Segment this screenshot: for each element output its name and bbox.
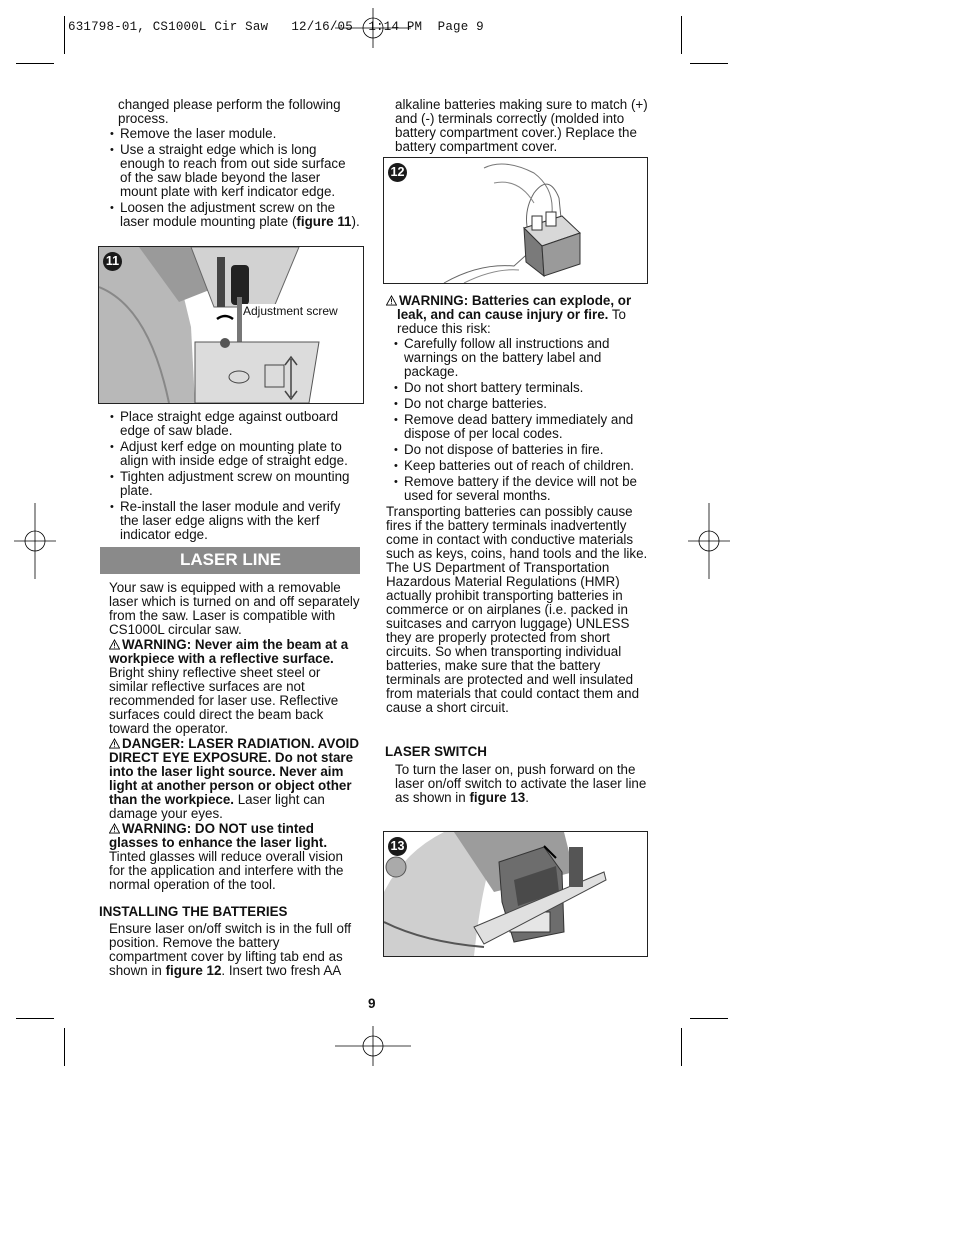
left-column-mid xyxy=(110,410,360,544)
left-column-top xyxy=(110,98,360,231)
transport-paragraph: Transporting batteries can possibly cause fires if the battery terminals inadvertently come in contact with conductive materials such as keys, coins, hand tools and the like. The US Department of Transportation Hazardous Material Regulations (HMR) actually prohibit transporting batteries in commerce or on airplanes (i.e. packed in suitcases and carryon luggage) UNLESS they are properly protected from short circuits. So when transporting individual batteries, make sure that the battery terminals are protected and well insulated from materials that could contact them and cause a short circuit. xyxy=(386,504,648,715)
list-item: • Keep batteries out of reach of children. xyxy=(394,459,648,473)
section-header-laser-line xyxy=(100,547,360,574)
callout-label: Adjustment screw xyxy=(243,304,338,318)
page-number: 9 xyxy=(368,996,376,1011)
print-slug: 631798-01, CS1000L Cir Saw 12/16/05 1:14 PM Page 9 xyxy=(68,20,484,34)
left-column-bottom xyxy=(109,581,361,892)
figure-number-badge: 11 xyxy=(103,252,122,271)
intro-text: changed please perform the following process. xyxy=(118,97,341,126)
warning-reflective: WARNING: Never aim the beam at a workpiece with a reflective surface. Bright shiny reflective sheet steel or similar reflective surfaces are not recommended for laser use. Reflective surfaces could direct the beam back toward the operator. xyxy=(109,637,349,736)
warning-triangle-icon xyxy=(109,738,120,749)
figure-number-badge: 12 xyxy=(388,163,407,182)
warning-triangle-icon xyxy=(386,295,397,306)
laser-switch-illustration xyxy=(384,832,647,956)
right-column-top xyxy=(395,98,651,154)
installing-batteries-heading: INSTALLING THE BATTERIES xyxy=(99,904,288,919)
registration-mark-right xyxy=(688,503,730,579)
registration-mark-left xyxy=(14,503,56,579)
saw-adjustment-illustration xyxy=(99,247,363,403)
figure-13 xyxy=(383,831,648,957)
battery-cover-illustration xyxy=(384,158,647,283)
laser-switch-heading: LASER SWITCH xyxy=(385,744,487,759)
danger-laser-radiation: DANGER: LASER RADIATION. AVOID DIRECT EYE EXPOSURE. Do not stare into the laser light source. Never aim light at another person or object other than the workpiece. Laser light can damage your eyes. xyxy=(109,736,360,821)
figure-ref: figure 11 xyxy=(296,214,352,229)
battery-continued-text: alkaline batteries making sure to match (+) and (-) terminals correctly (molded into battery compartment cover.) Replace the battery compartment cover. xyxy=(395,97,648,154)
right-column-mid xyxy=(386,294,648,715)
list-item: • Re-install the laser module and verify the laser edge aligns with the kerf indicator edge. xyxy=(110,500,360,542)
figure-number-badge: 13 xyxy=(388,837,407,856)
figure-ref: figure 13 xyxy=(469,790,526,805)
installing-batteries-text: Ensure laser on/off switch is in the full off position. Remove the battery compartment cover by lifting tab end as shown in figure 12. Insert two fresh AA xyxy=(109,921,352,978)
list-item: • Do not charge batteries. xyxy=(394,397,648,411)
figure-ref: figure 12 xyxy=(165,963,222,978)
list-item: • Remove dead battery immediately and dispose of per local codes. xyxy=(394,413,648,441)
list-item: • Loosen the adjustment screw on the laser module mounting plate (figure 11). xyxy=(110,201,360,229)
realign-steps-list xyxy=(110,410,360,542)
battery-warning: WARNING: Batteries can explode, or leak, and can cause injury or fire. To reduce this risk: xyxy=(386,294,648,336)
figure-12 xyxy=(383,157,648,284)
list-item: • Tighten adjustment screw on mounting plate. xyxy=(110,470,360,498)
list-item: • Use a straight edge which is long enough to reach from out side surface of the saw blade beyond the laser mount plate with kerf indicator edge. xyxy=(110,143,360,199)
battery-safety-list xyxy=(394,337,648,503)
laser-intro-paragraph: Your saw is equipped with a removable laser which is turned on and off separately from the saw. Laser is compatible with CS1000L circular saw. xyxy=(109,580,360,637)
registration-mark-top xyxy=(335,8,411,48)
list-item: • Place straight edge against outboard edge of saw blade. xyxy=(110,410,360,438)
list-item: • Carefully follow all instructions and warnings on the battery label and package. xyxy=(394,337,648,379)
warning-triangle-icon xyxy=(109,823,120,834)
list-item: • Remove battery if the device will not be used for several months. xyxy=(394,475,648,503)
list-item: • Adjust kerf edge on mounting plate to align with inside edge of straight edge. xyxy=(110,440,360,468)
section-title: LASER LINE xyxy=(180,550,282,569)
warning-triangle-icon xyxy=(109,639,120,650)
registration-mark-bottom xyxy=(335,1026,411,1066)
figure-11 xyxy=(98,246,364,404)
warning-tinted-glasses: WARNING: DO NOT use tinted glasses to enhance the laser light. Tinted glasses will reduce overall vision for the application and interfere with the normal operation of the tool. xyxy=(109,821,344,892)
list-item: • Do not dispose of batteries in fire. xyxy=(394,443,648,457)
laser-switch-text: To turn the laser on, push forward on the laser on/off switch to activate the laser line as shown in figure 13. xyxy=(395,762,647,805)
list-item: • Do not short battery terminals. xyxy=(394,381,648,395)
list-item: • Remove the laser module. xyxy=(110,127,360,141)
adjust-steps-list xyxy=(110,127,360,229)
